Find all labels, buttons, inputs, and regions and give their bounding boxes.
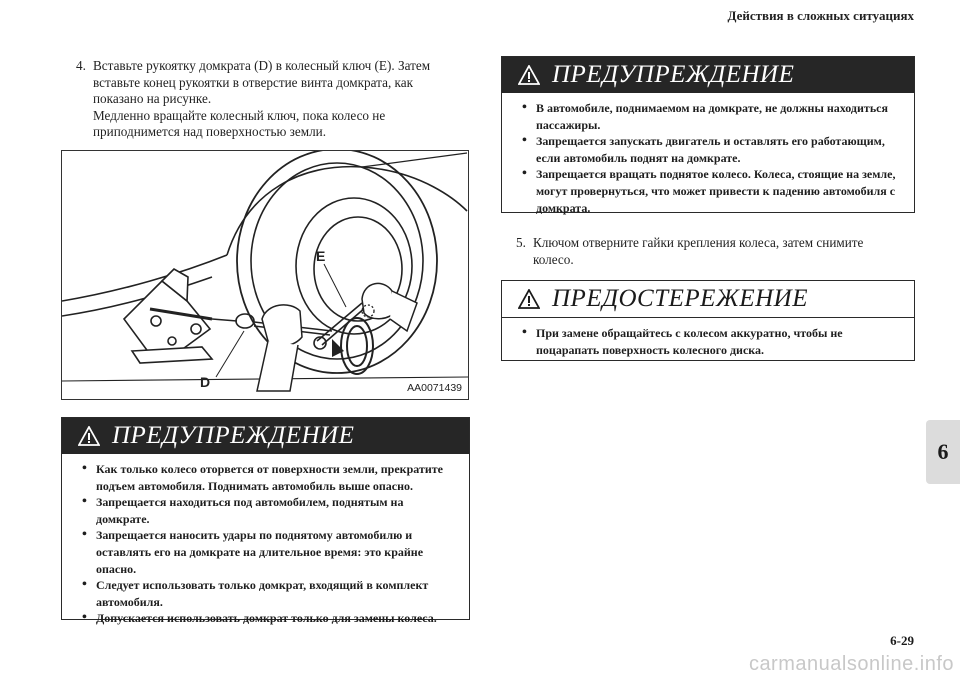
warning-header: [502, 57, 914, 93]
warning-body: [502, 93, 914, 224]
warning-triangle-icon: [518, 65, 540, 85]
warning-list: [82, 461, 459, 627]
caution-header: [502, 281, 914, 318]
page-number: 6-29: [890, 633, 914, 648]
caution-item: • При замене обращайтесь с колесом аккуратно, чтобы не поцарапать поверхность колесного диска.: [522, 325, 904, 358]
label-e: E: [316, 248, 326, 264]
step-4-line: Медленно вращайте колесный ключ, пока колесо не: [93, 107, 386, 123]
warning-title: ПРЕДУПРЕЖДЕНИЕ: [112, 422, 355, 449]
warning-header: [62, 418, 469, 454]
step-5: [516, 235, 926, 275]
warning-item: • Запрещается наносить удары по поднятому автомобилю и оставлять его на домкрате на длительное время: это крайне опасно.: [82, 527, 459, 577]
watermark: carmanualsonline.info: [748, 653, 954, 675]
warning-item: • Запрещается запускать двигатель и оставлять его работающим, если автомобиль поднят на домкрате.: [522, 133, 904, 166]
jack-wheel-drawing: [62, 151, 468, 399]
caution-body: [502, 318, 914, 366]
section-header: Действия в сложных ситуациях: [727, 8, 914, 23]
warning-item: • Следует использовать только домкрат, входящий в комплект автомобиля.: [82, 577, 459, 610]
caution-list: [522, 325, 904, 358]
step-5-line: Ключом отверните гайки крепления колеса, затем снимите: [533, 235, 864, 250]
step-4-text: [93, 58, 483, 141]
warning-item: • Как только колесо оторвется от поверхности земли, прекратите подъем автомобиля. Поднимать автомобиль выше опасно.: [82, 461, 459, 494]
step-4-line: вставьте конец рукоятки в отверстие винта домкрата, как: [93, 74, 414, 90]
warning-box-left: [61, 417, 470, 626]
step-4-number: 4.: [76, 58, 86, 73]
step-4-line: показано на рисунке.: [93, 91, 212, 107]
caution-triangle-icon: [518, 289, 540, 309]
caution-title: ПРЕДОСТЕРЕЖЕНИЕ: [552, 285, 808, 312]
figure-code: AA0071439: [407, 382, 462, 394]
warning-item: • Допускается использовать домкрат только для замены колеса.: [82, 610, 459, 627]
jack-illustration: [61, 150, 469, 400]
warning-list: [522, 100, 904, 216]
step-5-text: [533, 235, 923, 268]
chapter-tab: 6: [926, 420, 960, 484]
step-5-number: 5.: [516, 235, 526, 250]
step-4-line: Вставьте рукоятку домкрата (D) в колесный ключ (E). Затем: [93, 58, 431, 73]
warning-triangle-icon: [78, 426, 100, 446]
warning-body: [62, 454, 469, 635]
label-d: D: [200, 374, 211, 390]
warning-box-right: [501, 56, 915, 213]
caution-box: [501, 280, 915, 361]
warning-item: • Запрещается вращать поднятое колесо. Колеса, стоящие на земле, могут провернуться, что может привести к падению автомобиля с домкрата.: [522, 166, 904, 216]
step-4-line: приподнимется над поверхностью земли.: [93, 124, 327, 140]
warning-item: • Запрещается находиться под автомобилем, поднятым на домкрате.: [82, 494, 459, 527]
warning-title: ПРЕДУПРЕЖДЕНИЕ: [552, 61, 795, 88]
step-5-line: колесо.: [533, 251, 574, 267]
step-4: [76, 58, 486, 148]
warning-item: • В автомобиле, поднимаемом на домкрате, не должны находиться пассажиры.: [522, 100, 904, 133]
